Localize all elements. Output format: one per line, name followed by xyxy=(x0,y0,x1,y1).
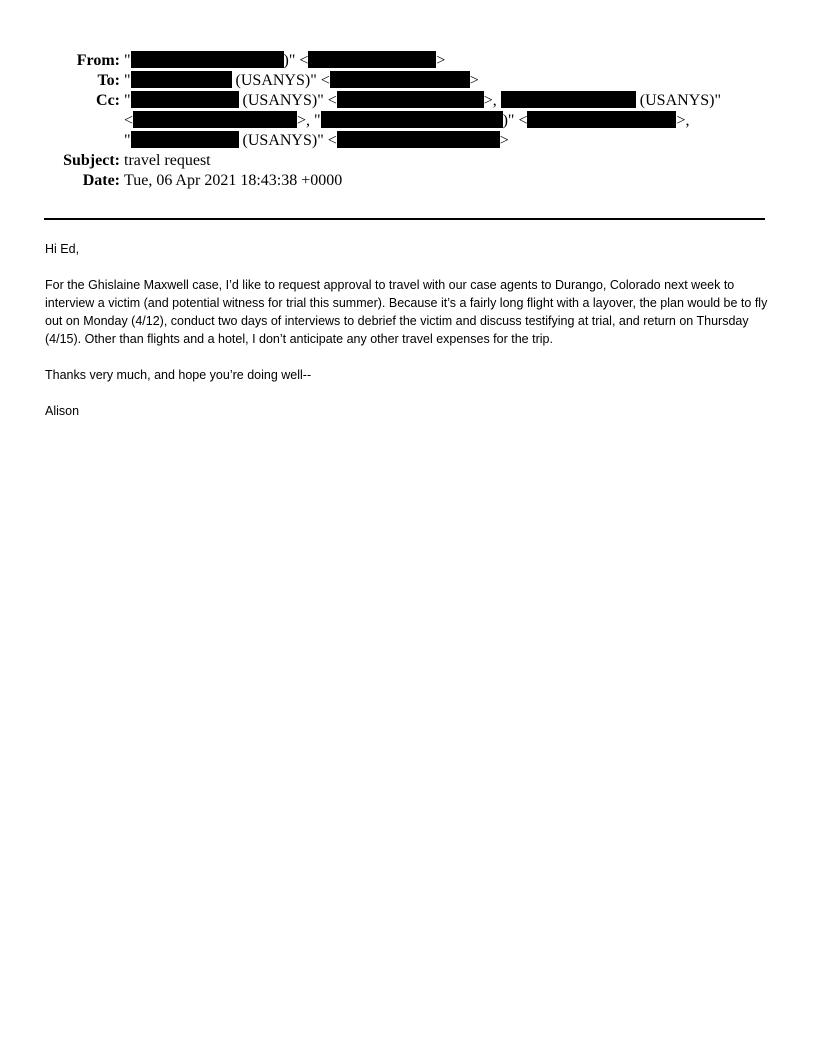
redaction-box xyxy=(131,131,239,148)
body-paragraph: For the Ghislaine Maxwell case, I’d like to request approval to travel with our case agents to Durango, Colorado next week to interview a victim (and potential witness for trial this summer). Because it’s a fairly long flight with a layover, the plan would be to fly out on Monday (4/12), conduct two days of interviews to debrief the victim and discuss testifying at trial, and return on Thursday (4/15). Other than flights and a hotel, I don’t anticipate any other travel expenses for the trip. xyxy=(45,278,768,346)
separator-text: >, " xyxy=(297,112,321,129)
quote-text: " xyxy=(124,72,131,89)
redaction-box xyxy=(131,71,232,88)
cc-row xyxy=(0,91,816,111)
from-label: From: xyxy=(76,52,120,69)
greeting: Hi Ed, xyxy=(45,242,80,256)
separator-text: (USANYS)" < xyxy=(238,92,337,109)
quote-text: " xyxy=(124,52,131,69)
date-row xyxy=(0,171,816,191)
cc-label: Cc: xyxy=(96,92,120,109)
redaction-box xyxy=(330,71,470,88)
separator-text: > xyxy=(436,52,446,69)
separator-text: < xyxy=(124,112,134,129)
cc-row-continued xyxy=(0,131,816,151)
cc-value-line-3 xyxy=(124,131,509,151)
redaction-box xyxy=(321,111,503,128)
separator-text: >, xyxy=(676,112,690,129)
signature: Alison xyxy=(45,404,80,418)
from-value xyxy=(124,51,445,71)
subject-row xyxy=(0,151,816,171)
header-divider xyxy=(44,218,765,220)
separator-text: )" < xyxy=(502,112,528,129)
redaction-box xyxy=(133,111,297,128)
redaction-box xyxy=(131,51,284,68)
cc-row-continued xyxy=(0,111,816,131)
from-row xyxy=(0,51,816,71)
email-body xyxy=(45,240,775,438)
date-label: Date: xyxy=(82,172,120,189)
separator-text: (USANYS)" xyxy=(635,92,721,109)
redaction-box xyxy=(131,91,239,108)
to-value xyxy=(124,71,479,91)
separator-text: )" < xyxy=(283,52,309,69)
redaction-box xyxy=(501,91,636,108)
quote-text: " xyxy=(124,92,131,109)
subject-value: travel request xyxy=(124,152,211,169)
separator-text: (USANYS)" < xyxy=(238,132,337,149)
to-row xyxy=(0,71,816,91)
subject-label: Subject: xyxy=(63,152,120,169)
redaction-box xyxy=(308,51,436,68)
separator-text: > xyxy=(499,132,509,149)
to-label: To: xyxy=(97,72,120,89)
quote-text: " xyxy=(124,132,131,149)
cc-value-line-1 xyxy=(124,91,721,111)
date-value: Tue, 06 Apr 2021 18:43:38 +0000 xyxy=(124,172,343,189)
redaction-box xyxy=(337,91,484,108)
closing-line: Thanks very much, and hope you’re doing well-- xyxy=(45,368,312,382)
redaction-box xyxy=(527,111,676,128)
cc-value-line-2 xyxy=(124,111,690,131)
separator-text: (USANYS)" < xyxy=(231,72,330,89)
separator-text: >, xyxy=(483,92,501,109)
redaction-box xyxy=(337,131,500,148)
email-header xyxy=(0,51,816,191)
separator-text: > xyxy=(469,72,479,89)
